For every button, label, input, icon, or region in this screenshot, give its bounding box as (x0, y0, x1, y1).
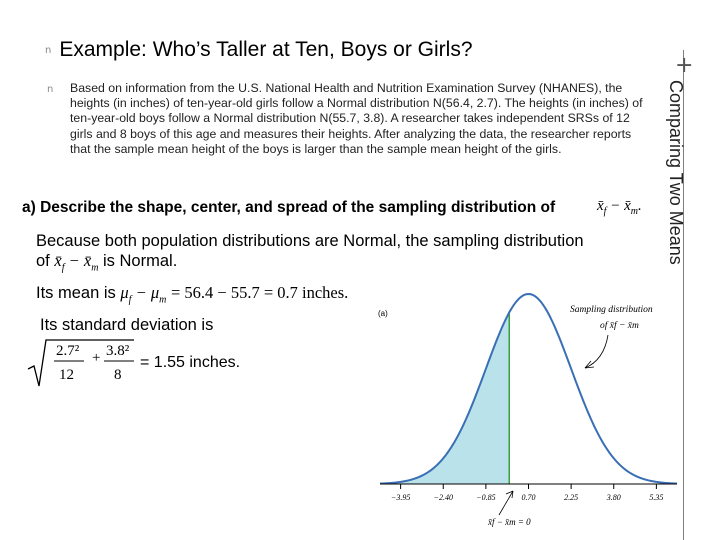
tick-label: 5.35 (649, 493, 664, 502)
shape-line-1: Because both population distributions are Normal, the sampling distribution (36, 232, 584, 250)
intro-paragraph: Based on information from the U.S. National Health and Nutrition Examination Survey (NHANES), the heights (in inches) of ten-year-old girls follow a Normal distribution N(56.4, 2.7). The heights (in inches) of ten-year-old boys follow a Normal distribution N(55.7, 3.8). A researcher takes independent SRSs of 12 girls and 8 boys of this age and measures their heights. After analyzing the data, the researcher reports that the sample mean height of the boys is larger than the sample mean height of the girls. (70, 81, 643, 156)
plus-icon: + (675, 53, 694, 78)
svg-text:8: 8 (114, 367, 122, 383)
mean-line: Its mean is $\mu_f - \mu_m = 56.4 - 55.7 = 0.7$ inches. (36, 283, 349, 306)
heading-text: Example: Who’s Taller at Ten, Boys or Girls? (59, 38, 473, 61)
svg-text:12: 12 (59, 367, 74, 383)
shape-line-2: of $x̄_f$ − $x̄_m$ is Normal. (36, 251, 178, 274)
svg-text:2.7²: 2.7² (56, 343, 80, 359)
bullet-icon: n (45, 44, 52, 56)
slide-heading (45, 38, 473, 62)
svg-text:3.8²: 3.8² (106, 343, 130, 359)
sd-label: Its standard deviation is (40, 316, 214, 334)
svg-text:= 1.55 inches.: = 1.55 inches. (140, 354, 241, 371)
side-title: Comparing Two Means (666, 80, 686, 265)
panel-label: (a) (378, 309, 388, 318)
tick-label: 2.25 (564, 493, 579, 502)
tick-label: −2.40 (433, 493, 453, 502)
tick-label: −0.85 (476, 493, 496, 502)
annotation-line-1: Sampling distribution (570, 305, 653, 315)
tick-label: 0.70 (521, 493, 536, 502)
question-a: a) Describe the shape, center, and spread of the sampling distribution of (22, 199, 556, 216)
annotation-line-2: of x̄f − x̄m (600, 321, 639, 331)
svg-text:+: + (92, 350, 101, 366)
zero-label: x̄f − x̄m = 0 (488, 517, 531, 527)
tick-label: 3.80 (606, 493, 621, 502)
tick-label: −3.95 (390, 493, 411, 502)
sd-formula (26, 336, 256, 388)
bullet-icon: n (47, 84, 54, 95)
question-expression: $x̄_f$ − $x̄_m$. (597, 198, 642, 217)
sampling-distribution-figure (372, 288, 683, 540)
